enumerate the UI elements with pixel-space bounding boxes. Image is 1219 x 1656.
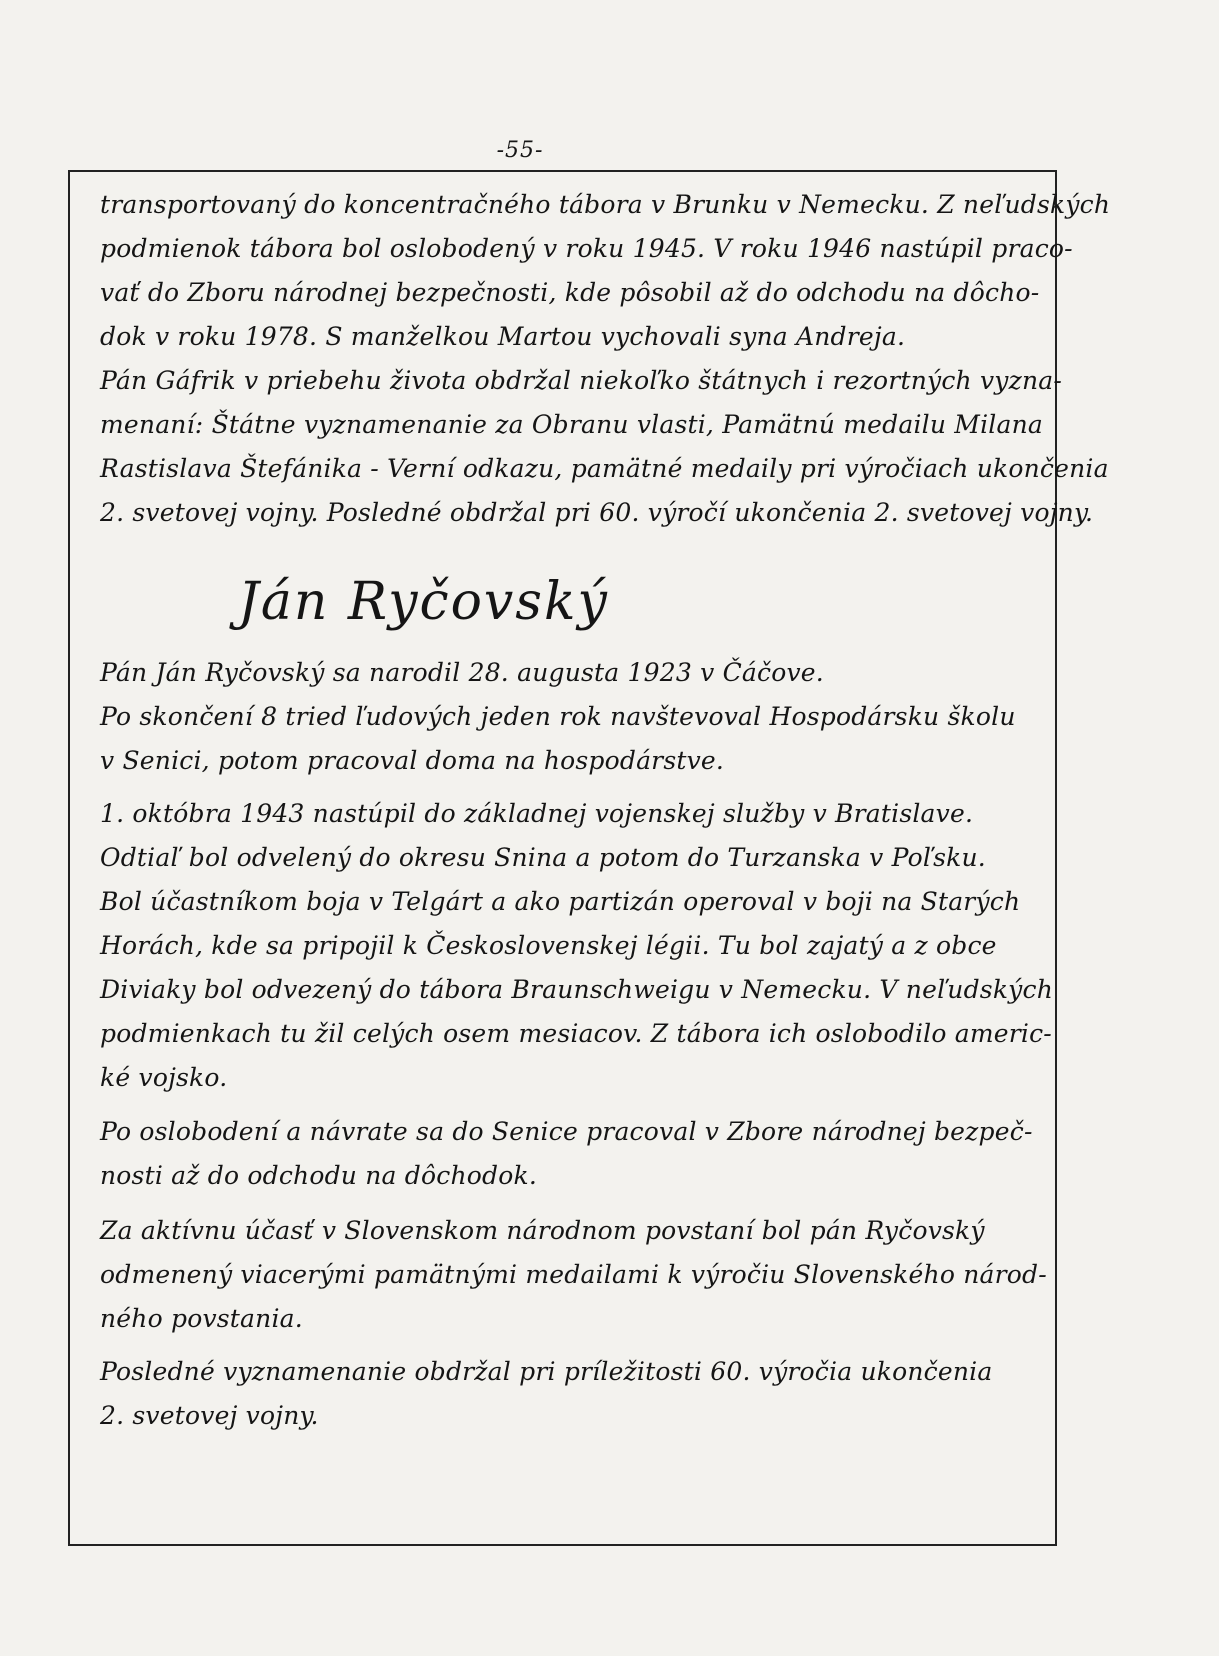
text-line: 1. októbra 1943 nastúpil do základnej vojenskej služby v Bratislave. — [100, 799, 974, 828]
text-line: dok v roku 1978. S manželkou Martou vychovali syna Andreja. — [100, 322, 906, 351]
text-line: 2. svetovej vojny. — [100, 1401, 319, 1430]
text-line: transportovaný do koncentračného tábora v Brunku v Nemecku. Z neľudských — [100, 190, 1111, 219]
text-line: ného povstania. — [100, 1304, 303, 1333]
text-line: Pán Gáfrik v priebehu života obdržal niekoľko štátnych i rezortných vyzna- — [100, 366, 1063, 395]
text-line: Posledné vyznamenanie obdržal pri príležitosti 60. výročia ukončenia — [100, 1357, 993, 1386]
text-line: Bol účastníkom boja v Telgárt a ako partizán operoval v boji na Starých — [100, 887, 1021, 916]
text-line: Rastislava Štefánika - Verní odkazu, pamätné medaily pri výročiach ukončenia — [100, 454, 1109, 483]
text-line: v Senici, potom pracoval doma na hospodárstve. — [100, 746, 725, 775]
section-heading-name: Ján Ryčovský — [238, 572, 609, 632]
text-line: podmienok tábora bol oslobodený v roku 1945. V roku 1946 nastúpil praco- — [100, 234, 1073, 263]
text-line: ké vojsko. — [100, 1063, 228, 1092]
text-line: Odtiaľ bol odvelený do okresu Snina a potom do Turzanska v Poľsku. — [100, 843, 986, 872]
text-line: nosti až do odchodu na dôchodok. — [100, 1161, 537, 1190]
text-line: Horách, kde sa pripojil k Československej légii. Tu bol zajatý a z obce — [100, 931, 997, 960]
text-line: odmenený viacerými pamätnými medailami k výročiu Slovenského národ- — [100, 1260, 1047, 1289]
text-line: Po oslobodení a návrate sa do Senice pracoval v Zbore národnej bezpeč- — [100, 1117, 1033, 1146]
text-line: Za aktívnu účasť v Slovenskom národnom povstaní bol pán Ryčovský — [100, 1216, 985, 1245]
text-line: Pán Ján Ryčovský sa narodil 28. augusta 1923 v Čáčove. — [100, 658, 824, 687]
page-number: -55- — [496, 138, 544, 163]
text-line: menaní: Štátne vyznamenanie za Obranu vlasti, Pamätnú medailu Milana — [100, 410, 1043, 439]
text-line: 2. svetovej vojny. Posledné obdržal pri 60. výročí ukončenia 2. svetovej vojny. — [100, 498, 1094, 527]
text-line: Po skončení 8 tried ľudových jeden rok navštevoval Hospodársku školu — [100, 702, 1016, 731]
text-line: Diviaky bol odvezený do tábora Braunschweigu v Nemecku. V neľudských — [100, 975, 1054, 1004]
text-line: vať do Zboru národnej bezpečnosti, kde pôsobil až do odchodu na dôcho- — [100, 278, 1040, 307]
text-line: podmienkach tu žil celých osem mesiacov. Z tábora ich oslobodilo americ- — [100, 1019, 1052, 1048]
